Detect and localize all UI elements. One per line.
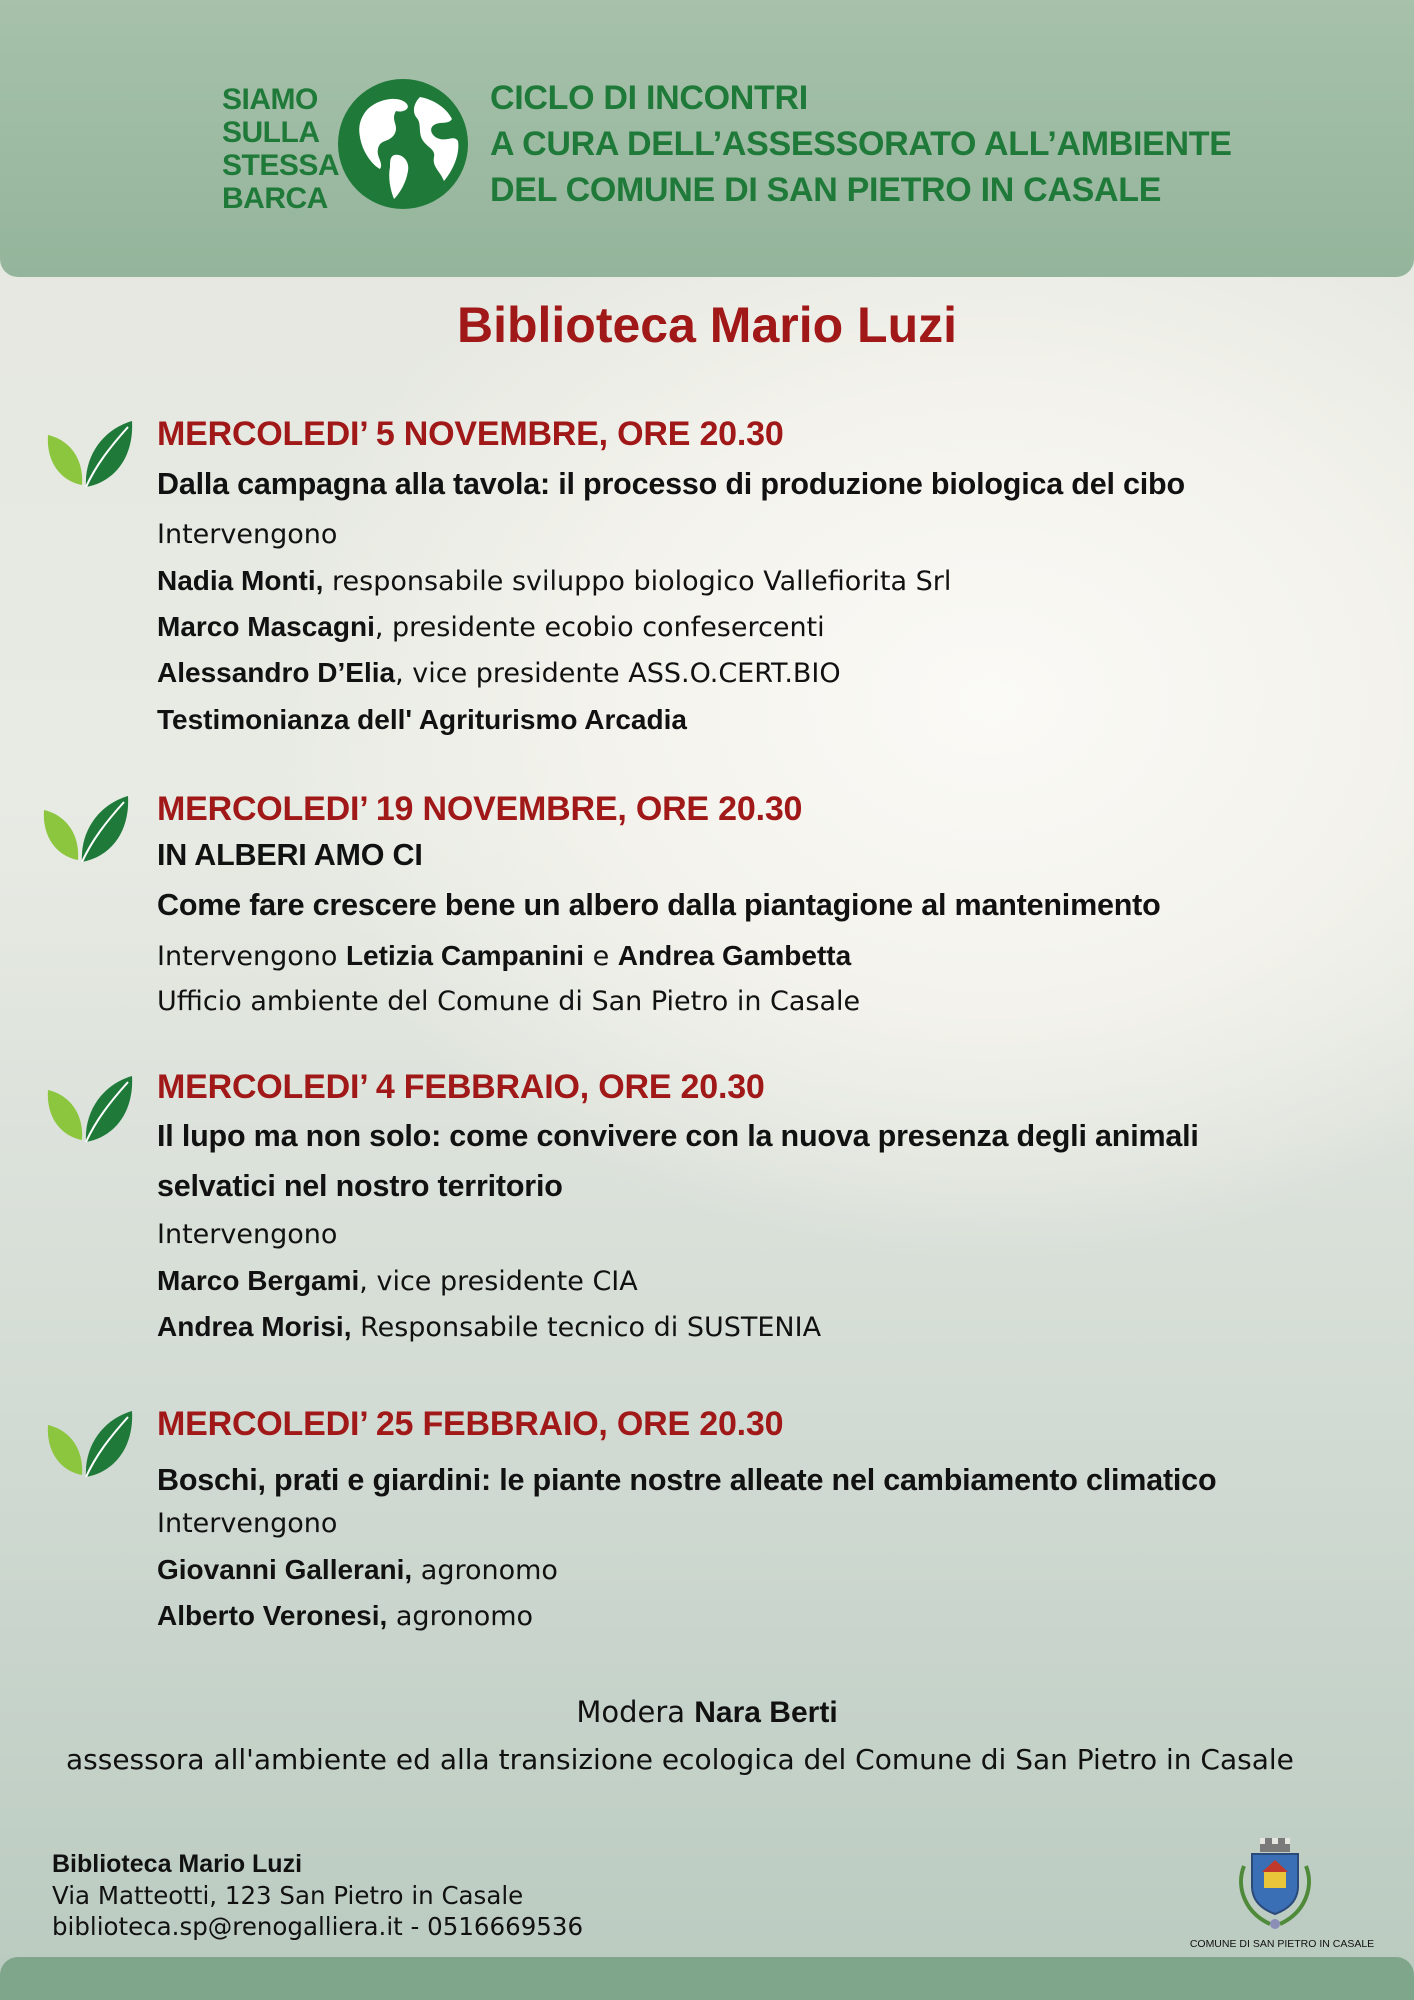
municipal-crest-icon <box>1230 1836 1320 1936</box>
logo-line: BARCA <box>222 182 328 215</box>
globe-icon <box>336 77 470 211</box>
speaker-name: Alberto Veronesi, <box>157 1600 388 1631</box>
moderator-role: assessora all'ambiente ed alla transizione ecologica del Comune di San Pietro in Casale <box>66 1743 1294 1776</box>
event-intro: Intervengono <box>157 1508 338 1539</box>
speaker-name: Nadia Monti, <box>157 565 324 596</box>
event-title: Boschi, prati e giardini: le piante nostre alleate nel cambiamento climatico <box>157 1463 1217 1497</box>
event-subtitle: IN ALBERI AMO CI <box>157 838 423 872</box>
speaker-line <box>157 1554 558 1586</box>
speaker-name: Andrea Morisi, <box>157 1311 352 1342</box>
leaf-icon <box>44 1070 136 1148</box>
speaker-role: , vice presidente ASS.O.CERT.BIO <box>395 658 841 689</box>
footer-address: Via Matteotti, 123 San Pietro in Casale <box>52 1881 524 1910</box>
leaf-icon <box>44 415 136 493</box>
moderator-prefix: Modera <box>576 1695 695 1729</box>
speaker-line <box>157 565 951 597</box>
speaker-line <box>157 704 687 736</box>
speaker-name: Marco Mascagni <box>157 611 375 642</box>
logo-line: STESSA <box>222 149 340 182</box>
speaker-name: Testimonianza dell' Agriturismo Arcadia <box>157 704 687 735</box>
speaker-role: agronomo <box>387 1601 534 1632</box>
logo-line: SIAMO <box>222 83 318 116</box>
speaker-line <box>157 657 841 689</box>
event-intro: Intervengono <box>157 1219 338 1250</box>
footer-bar <box>0 1957 1414 2000</box>
speaker-line <box>157 940 851 972</box>
event-title: Come fare crescere bene un albero dalla piantagione al mantenimento <box>157 888 1161 922</box>
header-line: DEL COMUNE DI SAN PIETRO IN CASALE <box>490 171 1162 209</box>
event-date: MERCOLEDI’ 4 FEBBRAIO, ORE 20.30 <box>157 1068 765 1106</box>
event-affiliation: Ufficio ambiente del Comune di San Pietro in Casale <box>157 986 861 1017</box>
event-intro: Intervengono <box>157 519 338 550</box>
footer-contact-info: biblioteca.sp@renogalliera.it - 0516669536 <box>52 1912 584 1941</box>
conjunction: e <box>584 941 618 972</box>
event-date: MERCOLEDI’ 19 NOVEMBRE, ORE 20.30 <box>157 790 803 828</box>
leaf-icon <box>44 1405 136 1483</box>
speaker-line <box>157 1600 533 1632</box>
footer-library-name: Biblioteca Mario Luzi <box>52 1850 303 1878</box>
speaker-name: Andrea Gambetta <box>617 940 852 971</box>
speaker-name: Alessandro D’Elia <box>157 657 396 688</box>
logo-line: SULLA <box>222 116 320 149</box>
moderator-name: Nara Berti <box>694 1696 838 1729</box>
speaker-name: Letizia Campanini <box>345 940 584 971</box>
footer-contact <box>52 1849 583 1942</box>
speaker-line <box>157 1311 821 1343</box>
speaker-name: Giovanni Gallerani, <box>157 1554 413 1585</box>
speaker-line <box>157 1265 638 1297</box>
event-title: Il lupo ma non solo: come convivere con la nuova presenza degli animali <box>157 1119 1199 1153</box>
speaker-role: Responsabile tecnico di SUSTENIA <box>351 1312 822 1343</box>
header-line: A CURA DELL’ASSESSORATO ALL’AMBIENTE <box>490 125 1232 163</box>
leaf-icon <box>40 790 132 868</box>
event-date: MERCOLEDI’ 25 FEBBRAIO, ORE 20.30 <box>157 1405 784 1443</box>
moderator-line <box>0 1695 1414 1730</box>
event-title: Dalla campagna alla tavola: il processo di produzione biologica del cibo <box>157 467 1185 501</box>
header-lines <box>490 75 1232 213</box>
crest-label: COMUNE DI SAN PIETRO IN CASALE <box>1189 1938 1375 1950</box>
event-title: selvatici nel nostro territorio <box>157 1169 563 1203</box>
logo-wordmark <box>222 83 344 215</box>
header-line: CICLO DI INCONTRI <box>490 79 808 117</box>
speaker-role: responsabile sviluppo biologico Vallefiorita Srl <box>323 566 952 597</box>
header-banner <box>0 0 1414 277</box>
speaker-role: , presidente ecobio confesercenti <box>374 612 825 643</box>
event-date: MERCOLEDI’ 5 NOVEMBRE, ORE 20.30 <box>157 415 784 453</box>
venue-title: Biblioteca Mario Luzi <box>456 297 958 353</box>
speaker-line <box>157 611 825 643</box>
speaker-role: , vice presidente CIA <box>359 1266 638 1297</box>
speaker-role: agronomo <box>412 1555 558 1586</box>
event-intro: Intervengono <box>157 941 346 972</box>
speaker-name: Marco Bergami <box>157 1265 360 1296</box>
